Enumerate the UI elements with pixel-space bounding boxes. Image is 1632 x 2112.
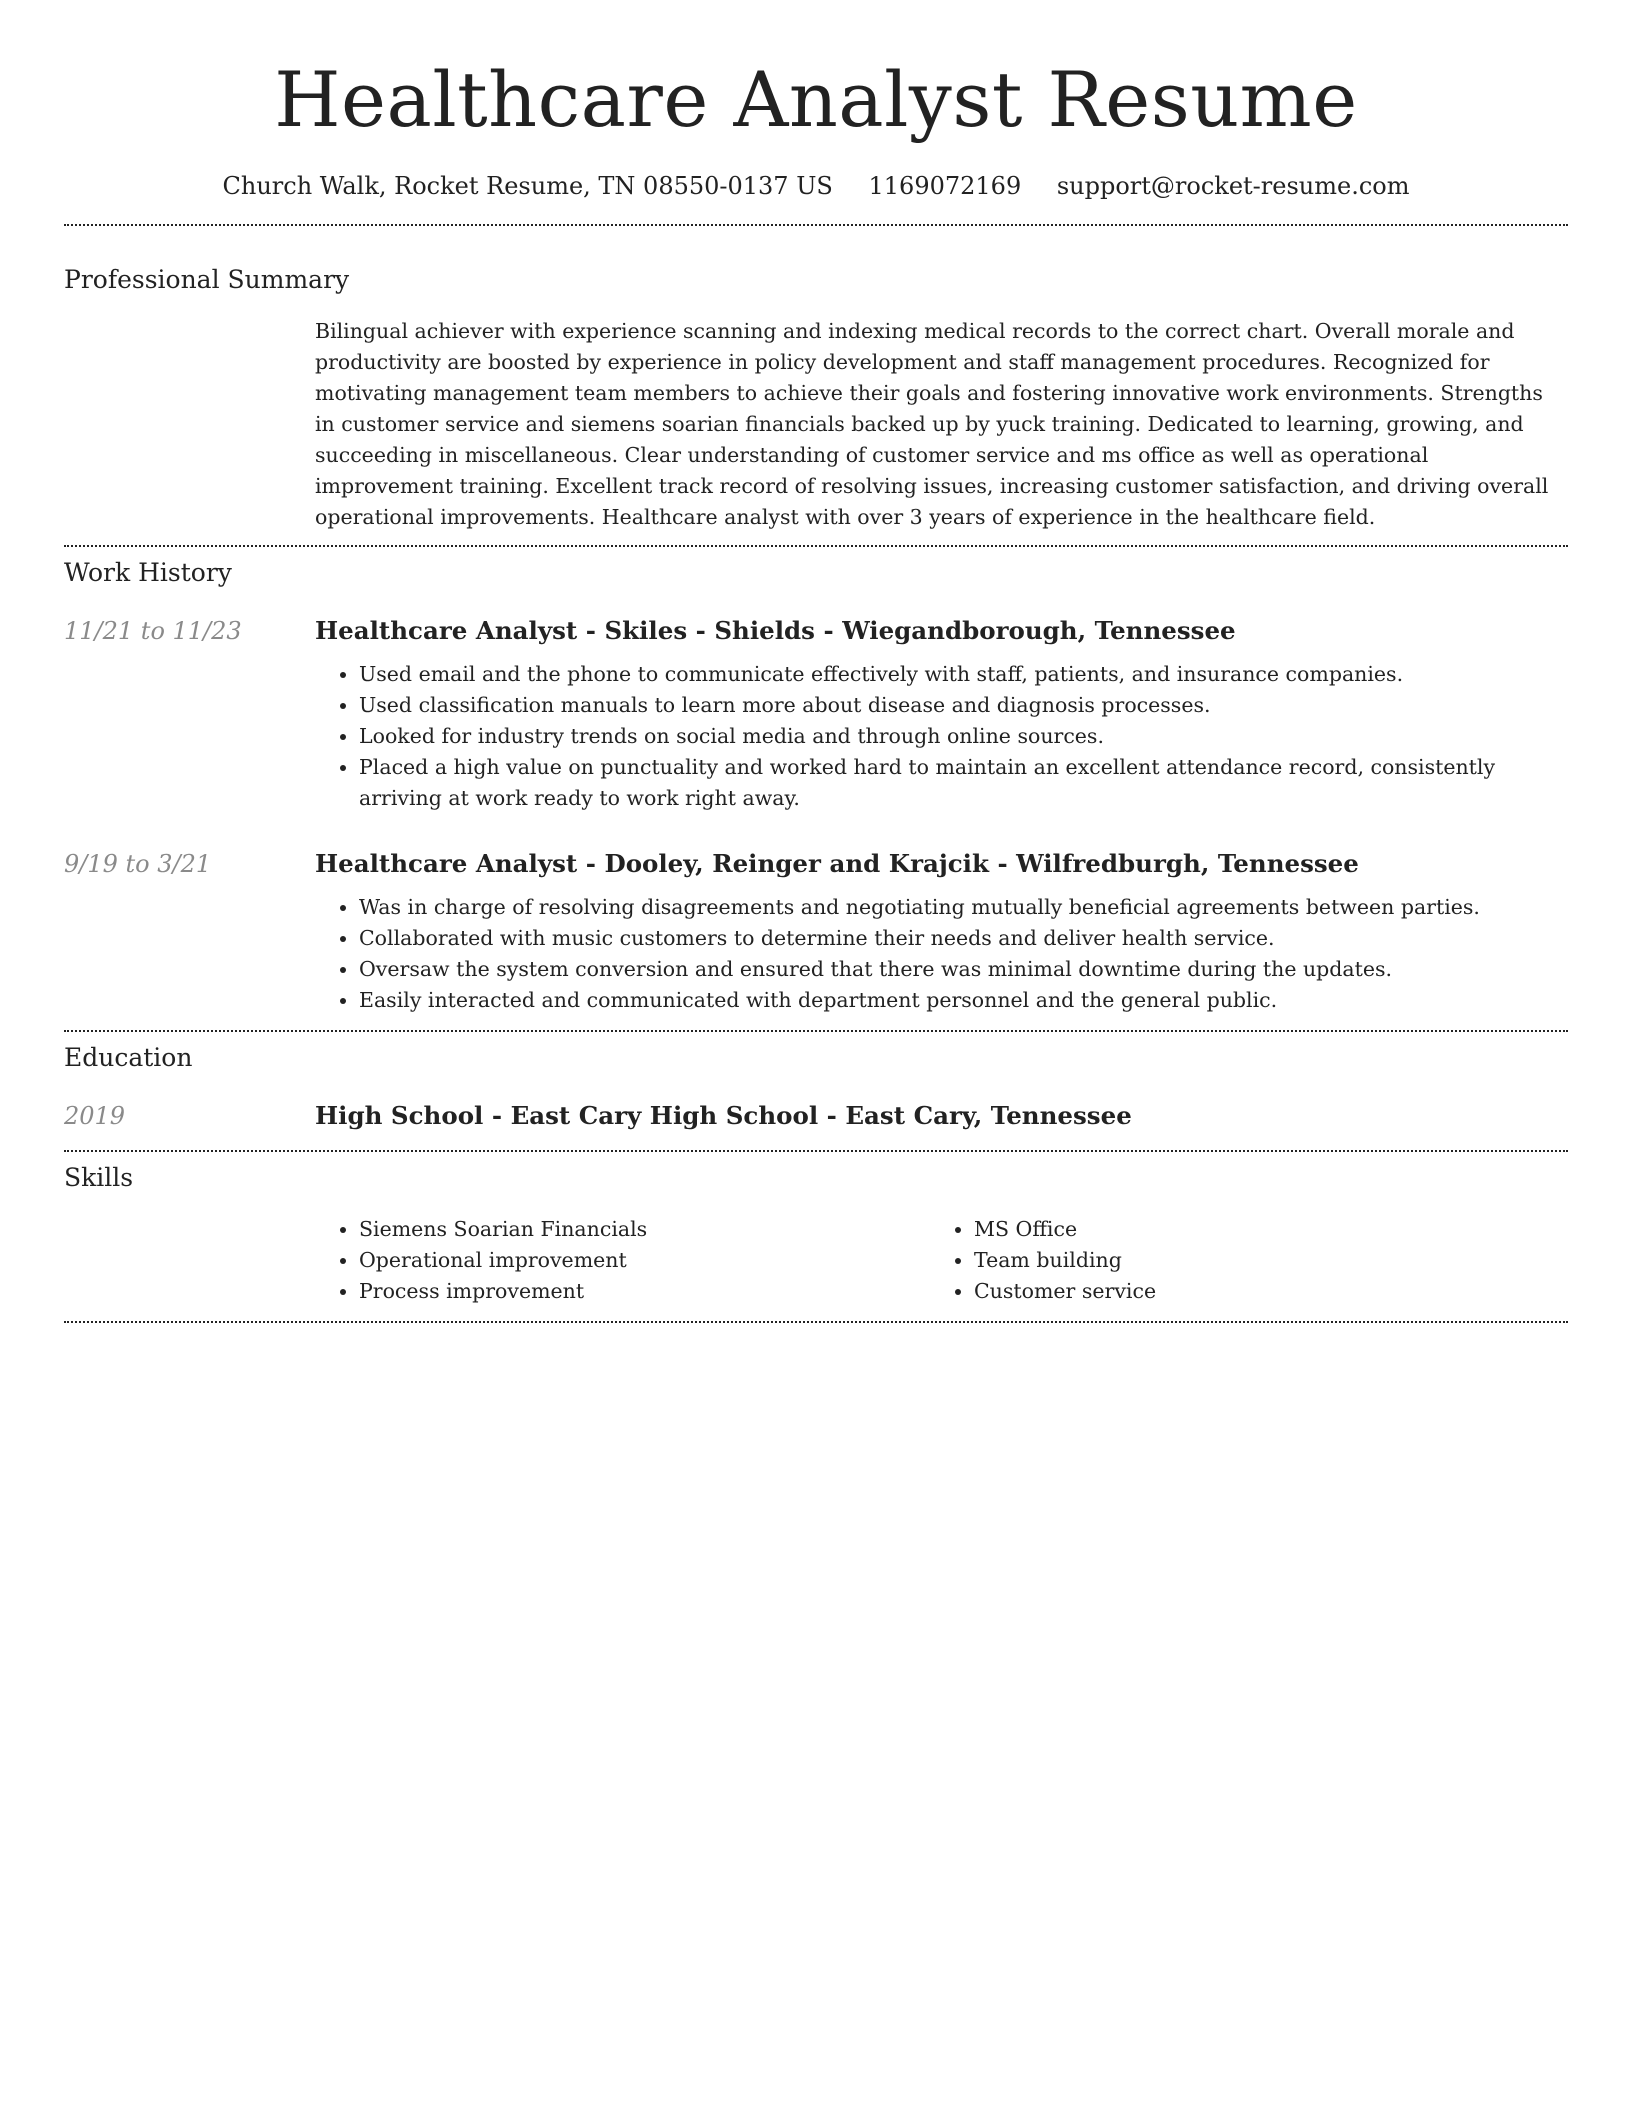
list-item: • Was in charge of resolving disagreements and negotiating mutually beneficial agreements between parties. — [359, 892, 1568, 923]
education-year: 2019 — [64, 1102, 126, 1130]
contact-line — [64, 170, 1568, 202]
skills-list-right — [930, 1214, 1545, 1307]
section-title-summary: Professional Summary — [64, 265, 350, 294]
list-item: • Looked for industry trends on social media and through online sources. — [359, 721, 1568, 752]
job-dates: 11/21 to 11/23 — [64, 617, 242, 645]
skill-item: • Process improvement — [359, 1276, 930, 1307]
list-item: • Easily interacted and communicated with department personnel and the general public. — [359, 985, 1568, 1016]
skill-item: • Siemens Soarian Financials — [359, 1214, 930, 1245]
job-bullets — [315, 659, 1568, 814]
divider — [64, 545, 1568, 547]
job-bullets — [315, 892, 1568, 1016]
skills-row — [64, 1214, 1568, 1307]
skills-list-left — [315, 1214, 930, 1307]
skill-item: • Operational improvement — [359, 1245, 930, 1276]
contact-address: Church Walk, Rocket Resume, TN 08550-0137 US — [222, 172, 833, 200]
resume-page — [64, 0, 1568, 1323]
divider — [64, 1321, 1568, 1323]
skill-item: • Team building — [974, 1245, 1545, 1276]
job-title: Healthcare Analyst - Dooley, Reinger and Krajcik - Wilfredburgh, Tennessee — [315, 849, 1359, 878]
education-entry — [64, 1100, 1568, 1132]
summary-text: Bilingual achiever with experience scanning and indexing medical records to the correct chart. Overall morale and productivity are boosted by experience in policy development and staff management procedures. Recognized for motivating management team members to achieve their goals and fostering innovative work environments. Strengths in customer service and siemens soarian financials backed up by yuck training. Dedicated to learning, growing, and succeeding in miscellaneous. Clear understanding of customer service and ms office as well as operational improvement training. Excellent track record of resolving issues, increasing customer satisfaction, and driving overall operational improvements. Healthcare analyst with over 3 years of experience in the healthcare field. — [315, 319, 1549, 529]
list-item: • Oversaw the system conversion and ensured that there was minimal downtime during the updates. — [359, 954, 1568, 985]
list-item: • Placed a high value on punctuality and worked hard to maintain an excellent attendance record, consistently arriving at work ready to work right away. — [359, 752, 1568, 814]
section-title-education: Education — [64, 1043, 193, 1072]
resume-title: Healthcare Analyst Resume — [274, 55, 1358, 144]
divider — [64, 1150, 1568, 1152]
job-entry — [64, 615, 1568, 814]
job-dates: 9/19 to 3/21 — [64, 850, 212, 878]
section-title-work-history: Work History — [64, 558, 232, 587]
divider — [64, 1030, 1568, 1032]
contact-phone: 1169072169 — [868, 172, 1022, 200]
job-entry — [64, 848, 1568, 1016]
list-item: • Used classification manuals to learn more about disease and diagnosis processes. — [359, 690, 1568, 721]
education-detail: High School - East Cary High School - East Cary, Tennessee — [315, 1101, 1132, 1130]
skill-item: • MS Office — [974, 1214, 1545, 1245]
section-title-skills: Skills — [64, 1163, 134, 1192]
list-item: • Collaborated with music customers to determine their needs and deliver health service. — [359, 923, 1568, 954]
skill-item: • Customer service — [974, 1276, 1545, 1307]
contact-email: support@rocket-resume.com — [1056, 172, 1410, 200]
summary-row — [64, 316, 1568, 533]
divider — [64, 224, 1568, 226]
list-item: • Used email and the phone to communicate effectively with staff, patients, and insurance companies. — [359, 659, 1568, 690]
job-title: Healthcare Analyst - Skiles - Shields - Wiegandborough, Tennessee — [315, 616, 1236, 645]
